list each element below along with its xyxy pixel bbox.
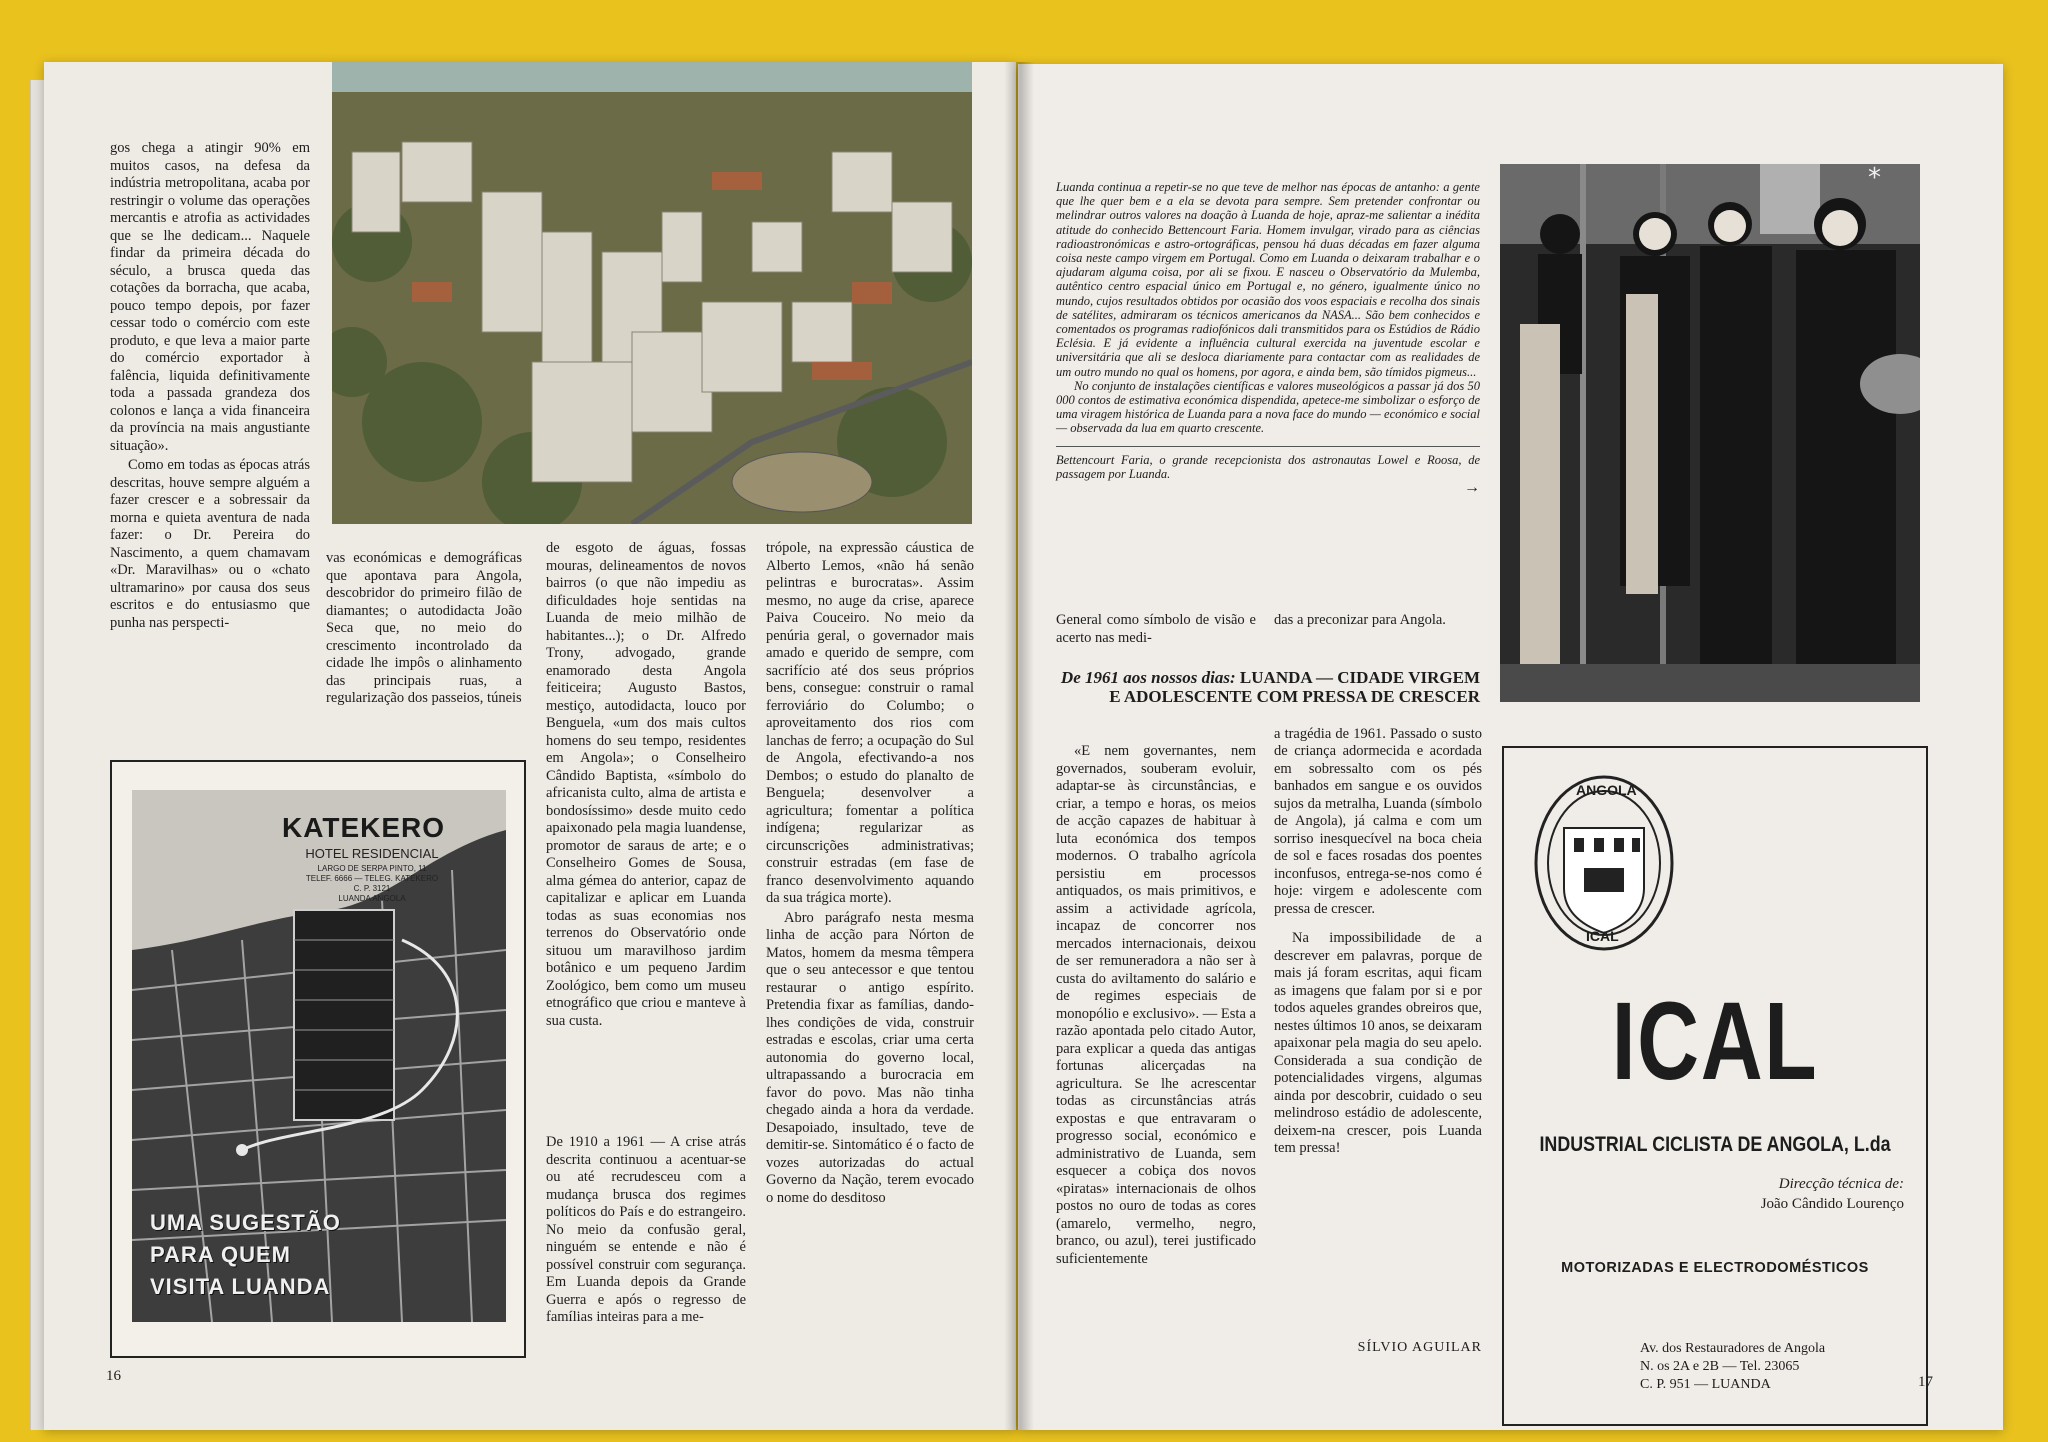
katekero-phone: TELEF. 6666 — TELEG. KATEKERO — [305, 874, 439, 883]
katekero-subtitle: HOTEL RESIDENCIAL — [305, 846, 439, 861]
paragraph: gos chega a atingir 90% em muitos casos, na defesa da indústria metropolitana, acaba por restringir o volume das operações mercantis e atrofia as actividades que se lhe dedicam... Naquele findar da primeira década do século, a brusca queda das cotações da borracha, que acaba, pouco tempo depois, por fazer cessar todo o comércio com este produto, e que leva a maior parte do comércio exportador à falência, liquida definitivamente toda a passada grandeza dos colonos e lança a vida financeira da província na mais angustiante situação». — [110, 140, 310, 454]
ical-address-line-2: N. os 2A e 2B — Tel. 23065 — [1640, 1359, 1800, 1374]
paragraph: Como em todas as épocas atrás descritas, houve sempre alguém a fazer crescer e a sobressair da morna e quieta aventura de nada fazer: o Dr. Pereira do Nascimento, a quem chamavam «Dr. Maravilhas» ou o «chato ultramarino» por causa dos seus escritos e do entusiasmo que punha nas perspecti- — [110, 457, 310, 631]
page-number-right: 17 — [1918, 1374, 1933, 1390]
text-column-3-continued — [546, 1134, 746, 1430]
paragraph: trópole, na expressão cáustica de Alberto Lemos, «não há senão pelintras e burocratas». Assim mesmo, no auge da crise, aparece Paiva Couceiro. No meio da penúria geral, o governador mais amado e querido de sempre, com sacrifício até dos seus próprios bens, consegue: construir o ramal ferroviário do Columbo; o aproveitamento dos rios com lanchas de ferro; a ocupação do Sul de Angola, efectivando-a nos Dembos; o estudo do planalto de Benguela; desenvolver a agricultura; fomentar a política indígena; regularizar as circunscrições administrativas; construir estradas (em fase de franco desenvolvimento aquando da sua trágica morte). — [766, 540, 974, 906]
ical-advertisement — [1502, 746, 1928, 1426]
paragraph: Na impossibilidade de a descrever em palavras, porque de mais já foram escritas, aqui ficam as imagens que falam por si e por todos aqueles grandes obreiros que, nestes últimos 10 anos, se deixaram apaixonar pela magia do seu apelo. Considerada a sua condição de potencialidades virgens, algumas ainda por descobrir, cuidado o seu melindroso estádio de adolescente, deixem-na crescer, pois Luanda tem pressa! — [1274, 930, 1482, 1156]
paragraph: vas económicas e demográficas que apontava para Angola, descobridor do primeiro filão de diamantes; o autodidacta João Seca que, no meio do crescimento incontrolado da cidade lhe impôs o alinhamento das principais ruas, a regularização dos passeios, túneis — [326, 550, 522, 706]
paragraph: Abro parágrafo nesta mesma linha de acção para Nórton de Matos, homem da mesma têmpera que o seu antecessor e que tentou restaurar o antigo espírito. Pretendia fixar as famílias, dando-lhes condições de vida, construir estradas e escolas, criar uma certa autonomia do governo local, ultrapassando a burocracia em favor do povo. Mas não tinha chegado ainda a hora da verdade. Desapoiado, insultado, teve de demitir-se. Sintomático é o facto de vozes autorizadas do actual Governo da Nação, terem evocado o nome do desditoso — [766, 909, 974, 1206]
katekero-address: LARGO DE SERPA PINTO, 11 — [317, 864, 427, 873]
katekero-advertisement — [110, 760, 526, 1358]
katekero-title: KATEKERO — [282, 812, 446, 843]
book-gutter — [1004, 62, 1034, 1430]
text-column-r1 — [1056, 612, 1256, 1430]
photo-caption: Bettencourt Faria, o grande recepcionista dos astronautas Lowel e Roosa, de passagem por Luanda. — [1056, 452, 1480, 481]
ical-address-line-1: Av. dos Restauradores de Angola — [1640, 1341, 1826, 1356]
left-page — [44, 62, 1016, 1430]
ical-company-name: INDUSTRIAL CICLISTA DE ANGOLA, L.da — [1539, 1133, 1891, 1156]
paragraph: De 1910 a 1961 — A crise atrás descrita continuou a acentuar-se ou até recrudesceu com a mudança brusca dos regimes políticos do País e do estrangeiro. No meio da confusão geral, ninguém se entende e não é possível construir com segurança. Em Luanda depois da Grande Guerra e após o regresso de famílias inteiras para a me- — [546, 1134, 746, 1325]
intro-box — [1056, 180, 1480, 630]
section-heading-date: De 1961 aos nossos dias: — [1060, 668, 1236, 687]
paragraph: General como símbolo de visão e acerto nas medi- — [1056, 612, 1256, 646]
aerial-photo-luanda — [332, 62, 972, 524]
ical-products: MOTORIZADAS E ELECTRODOMÉSTICOS — [1561, 1260, 1869, 1276]
paragraph: das a preconizar para Angola. — [1274, 612, 1446, 628]
text-column-r2 — [1274, 612, 1482, 1430]
ical-address-line-3: C. P. 951 — LUANDA — [1640, 1377, 1771, 1392]
intro-paragraph-2: No conjunto de instalações científicas e valores museológicos a passar já dos 50 000 contos de estimativa económica dispendida, apetece-me simbolizar o esforço de uma viragem histórica de Luanda para a nova face do mundo — económico e social — observada da lua em quarto crescente. — [1056, 378, 1480, 436]
section-heading — [1056, 668, 1480, 706]
text-column-4 — [766, 540, 974, 1430]
katekero-po-box: C. P. 3121 — [353, 884, 391, 893]
logo-top-text: ANGOLA — [1576, 782, 1637, 798]
svg-text:*: * — [1868, 164, 1881, 193]
separator — [1056, 446, 1480, 447]
paragraph: de esgoto de águas, fossas mouras, delineamentos de novos bairros (o que não impediu as dificuldades hoje sentidas na Luanda de meio milhão de habitantes...); o Dr. Alfredo Trony, advogado, grande enamorado desta Angola feiticeira; Augusto Bastos, mestiço, autodidacta, louco por Benguela, «um dos mais cultos homens do seu tempo, residentes em Angola»; o Conselheiro Cândido Baptista, «símbolo do africanista culto, alma de artista e bondosíssimo» desde muito cedo apaixonado pela magia luandense, promotor de saraus de arte; e o Conselheiro Gomes de Sousa, alma gémea do anterior, capaz de capitalizar e aplicar em Luanda todas as suas economias nos terrenos do Observatório onde situou um maravilhoso jardim botânico e um pequeno Jardim Zoológico, bem como um museu etnográfico que criou e manteve à sua custa. — [546, 540, 746, 1029]
ical-brand-name: ICAL — [1611, 980, 1819, 1103]
text-column-2 — [326, 550, 522, 780]
ical-direction-label: Direcção técnica de: — [1778, 1176, 1904, 1192]
caption-arrow: → — [1464, 479, 1480, 497]
city-map-illustration — [132, 790, 506, 1322]
logo-bottom-text: ICAL — [1586, 928, 1619, 944]
katekero-city: LUANDA ANGOLA — [338, 894, 406, 903]
text-column-1 — [110, 140, 310, 742]
right-page — [1018, 64, 2003, 1430]
paragraph: «E nem governantes, nem governados, souberam evoluir, adaptar-se às circunstâncias, e criar, a tempo e horas, os meios de acção capazes de habituar à luta económica dos tempos modernos. O trabalho agrícola persistiu em processos antiquados, os mais primitivos, e assim a actividade agrícola, incapaz de concorrer nos mercados internacionais, deixou de ser remuneradora a não ser à custa do aviltamento do salário e de regimes especiais de monopólio e exclusivo». — Esta a razão apontada pelo citado Autor, para explicar a queda das antigas fortunas alicerçadas na agricultura. Se lhe acrescentar todas as circunstâncias atrás expostas e que entravaram o progresso social, económico e administrativo de Luanda, sem esquecer a cobiça dos novos «piratas» internacionais de olhos postos no ouro de todas as cores (amarelo, vermelho, negro, branco, ou azul), terei justificado suficientemente — [1056, 743, 1256, 1267]
ical-crest-logo — [1524, 768, 1684, 958]
katekero-slogan-line-1: UMA SUGESTÃO — [150, 1210, 341, 1235]
author-signature: SÍLVIO AGUILAR — [1357, 1340, 1482, 1355]
ical-director-name: João Cândido Lourenço — [1760, 1196, 1904, 1212]
page-number-left: 16 — [106, 1368, 121, 1384]
intro-paragraph: Luanda continua a repetir-se no que teve de melhor nas épocas de antanho: a gente que lhe quer bem e a ela se devota para sempre. Sem pretender confrontar ou melindrar outros valores na doação à Luanda de hoje, apraz-me salientar a inédita atitude do conhecido Bettencourt Faria. Homem invulgar, virado para as ciências radioastronómicas e astro-ortográficas, pensou há duas décadas em fazer alguma coisa neste campo virgem em Portugal. Como em Luanda o deixaram trabalhar e o ajudaram alguma coisa, por ali se fixou. E nasceu o Observatório da Mulemba, autêntico centro espacial único em Portugal e, no género, igualmente único no mundo, cujos resultados obtidos por ocasião dos voos espaciais e recolha dos sinais de satélites, admiraram os técnicos americanos da NASA... São bem conhecidos e comentados os programas radiofónicos dali transmitidos para os Estúdios de Rádio Eclésia. E já evidente a influência cultural exercida na juventude escolar e universitária que ali se desloca diariamente para contactar com as realidades de um outro mundo no qual os homens, por agora, e ainda bem, são tímidos pigmeus... — [1056, 180, 1480, 379]
katekero-slogan-line-3: VISITA LUANDA — [150, 1274, 331, 1299]
katekero-slogan-line-2: PARA QUEM — [150, 1242, 291, 1267]
paragraph: a tragédia de 1961. Passado o susto de criança adormecida e acordada em sobressalto com os pés banhados em sangue e os ouvidos sujos da metralha, Luanda (símbolo de Angola), já calma e com um sorriso inesquecível na boca cheia de sol e faces rosadas dos poentes inconfusos, entrega-se-nos como é hoje: virgem e adolescente com pressa de crescer. — [1274, 725, 1482, 917]
section-heading-title: LUANDA — CIDADE VIRGEM E ADOLESCENTE COM PRESSA DE CRESCER — [1109, 668, 1480, 706]
photo-bettencourt-faria-with-astronauts — [1500, 164, 1920, 702]
